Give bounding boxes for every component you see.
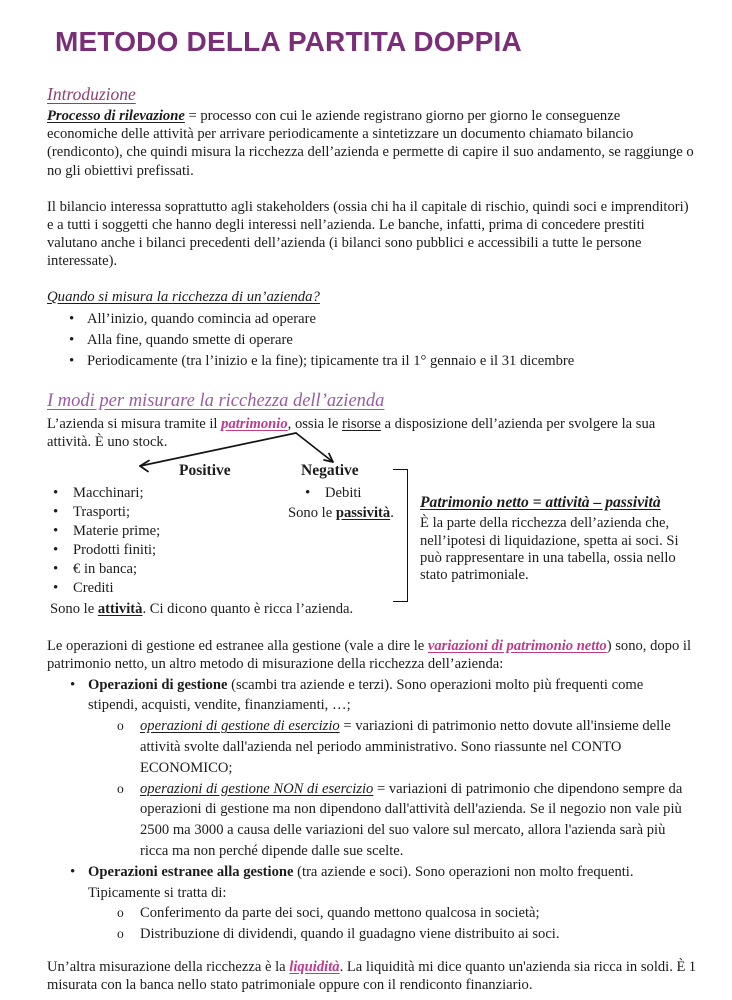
paragraph-processo <box>47 107 694 180</box>
list-item: • All’inizio, quando comincia ad operare <box>87 309 694 329</box>
paragraph-operazioni-text: Le operazioni di gestione ed estranee alla gestione (vale a dire le <box>47 638 428 655</box>
list-item-text: = variazioni di patrimonio che dipendono sempre da operazioni di gestione ma non dipendono dall'attività dell'azienda. Se il negozio non vale più 2500 ma 3000 a causa delle variazioni del suo valore sul mercato, allora l'azienda sarà più ricca ma non perché dipende dalle sue scelte. <box>140 780 683 860</box>
negative-list <box>305 484 361 503</box>
grouping-bracket <box>393 469 408 602</box>
paragraph-processo-text: = processo con cui le aziende registrano giorno per giorno le conseguenze economiche delle attività per arrivare periodicamente a sintetizzare un documento chiamato bilancio (rendiconto), che quindi misura la ricchezza dell’azienda e permette di capire il suo andamento, se raggiunge o no gli obiettivi prefissati. <box>47 108 694 179</box>
term-operazioni-estranee: Operazioni estranee alla gestione <box>88 863 294 880</box>
term-patrimonio: patrimonio <box>221 415 288 432</box>
paragraph-bilancio: Il bilancio interessa soprattutto agli stakeholders (ossia chi ha il capitale di rischio, quindi soci e imprenditori) e a tutti i soggetti che hanno degli interessi nell’azienda. Le banche, infatti, prima di concedere prestiti valutano anche i bilanci precedenti dell’azienda (i bilanci sono pubblici e accessibili a tutte le persone interessate). <box>47 198 689 270</box>
negative-footer-text: Sono le <box>288 505 336 522</box>
paragraph-operazioni <box>47 637 694 673</box>
operazioni-sublist <box>88 716 694 862</box>
section-heading-modi: I modi per misurare la ricchezza dell’azienda <box>47 390 385 411</box>
negative-column-header: Negative <box>301 462 359 480</box>
list-item-conferimento: o Conferimento da parte dei soci, quando mettono qualcosa in società; <box>140 903 694 924</box>
list-item-operazioni-estranee <box>88 862 694 945</box>
subheading-quando: Quando si misura la ricchezza di un’azienda? <box>47 288 320 305</box>
positive-footer <box>50 600 353 618</box>
term-passivita: passività <box>335 505 391 522</box>
negative-footer <box>288 504 394 522</box>
positive-list <box>47 484 160 598</box>
patrimonio-netto-note <box>420 493 698 584</box>
list-item-text: = variazioni di patrimonio netto dovute all'insieme delle attività svolte dall'azienda nel periodo amministrativo. Sono riassunte nel CONTO ECONOMICO; <box>140 718 671 776</box>
estranee-sublist <box>88 903 694 945</box>
term-liquidita: liquidità <box>289 959 340 975</box>
list-item-text: (scambi tra aziende e terzi). Sono operazioni molto più frequenti come stipendi, acquisti, vendite, finanziamenti, …; <box>88 676 644 714</box>
paragraph-patrimonio-text: , ossia le <box>287 415 342 432</box>
list-item: • Debiti <box>325 484 361 503</box>
list-item: • Periodicamente (tra l’inizio e la fine); tipicamente tra il 1° gennaio e il 31 dicembre <box>87 351 694 371</box>
term-processo-di-rilevazione: Processo di rilevazione <box>47 108 185 124</box>
list-item: • Macchinari; <box>73 484 160 503</box>
negative-footer-text: . <box>390 505 394 522</box>
positive-footer-text: . Ci dicono quanto è ricca l’azienda. <box>142 601 354 618</box>
list-item: • Prodotti finiti; <box>73 541 160 560</box>
paragraph-operazioni-text: ) sono, dopo il patrimonio netto, un altro metodo di misurazione della ricchezza dell’azienda: <box>47 638 692 673</box>
list-item: • € in banca; <box>73 560 160 579</box>
list-item-distribuzione: o Distribuzione di dividendi, quando il guadagno viene distribuito ai soci. <box>140 924 694 945</box>
paragraph-patrimonio-text: L’azienda si misura tramite il <box>47 415 222 432</box>
when-list <box>47 309 694 371</box>
list-item: • Crediti <box>73 579 160 598</box>
term-risorse: risorse <box>341 415 381 432</box>
positive-column-header: Positive <box>179 462 231 480</box>
patrimonio-netto-formula: Patrimonio netto = attività – passività <box>420 494 661 512</box>
paragraph-liquidita-text: Un’altra misurazione della ricchezza è la <box>47 959 290 975</box>
positive-footer-text: Sono le <box>50 601 98 618</box>
list-item: • Trasporti; <box>73 503 160 522</box>
section-heading-introduzione: Introduzione <box>47 84 136 104</box>
paragraph-liquidita-text: . La liquidità mi dice quanto un'azienda sia ricca in soldi. È misurata con la banca nello stato patrimoniale oppure con il rendiconto finanziario. <box>47 959 686 994</box>
page-title: METODO DELLA PARTITA DOPPIA <box>55 26 522 57</box>
patrimonio-diagram <box>47 459 694 622</box>
page-number: 1 <box>688 958 696 975</box>
paragraph-patrimonio-text: a disposizione dell’azienda per svolgere la sua attività. È uno stock. <box>47 415 656 451</box>
list-item: • Alla fine, quando smette di operare <box>87 330 694 350</box>
list-item-text: (tra aziende e soci). Sono operazioni non molto frequenti. Tipicamente si tratta di: <box>88 863 634 901</box>
list-item-gestione-esercizio <box>140 716 694 778</box>
patrimonio-netto-text: È la parte della ricchezza dell’azienda che, nell’ipotesi di liquidazione, spetta ai soci. Si può rappresentare in una tabella, ossia nello stato patrimoniale. <box>420 515 679 584</box>
operazioni-list <box>47 675 694 945</box>
term-gestione-non-di-esercizio: operazioni di gestione NON di esercizio <box>140 780 374 797</box>
term-operazioni-di-gestione: Operazioni di gestione <box>88 676 228 693</box>
list-item-gestione-non-esercizio <box>140 779 694 862</box>
term-attivita: attività <box>97 601 143 618</box>
list-item-operazioni-di-gestione <box>88 675 694 862</box>
term-variazioni-patrimonio-netto: variazioni di patrimonio netto <box>427 638 607 655</box>
list-item: • Materie prime; <box>73 522 160 541</box>
term-gestione-di-esercizio: operazioni di gestione di esercizio <box>140 718 340 735</box>
paragraph-liquidita <box>47 958 694 994</box>
